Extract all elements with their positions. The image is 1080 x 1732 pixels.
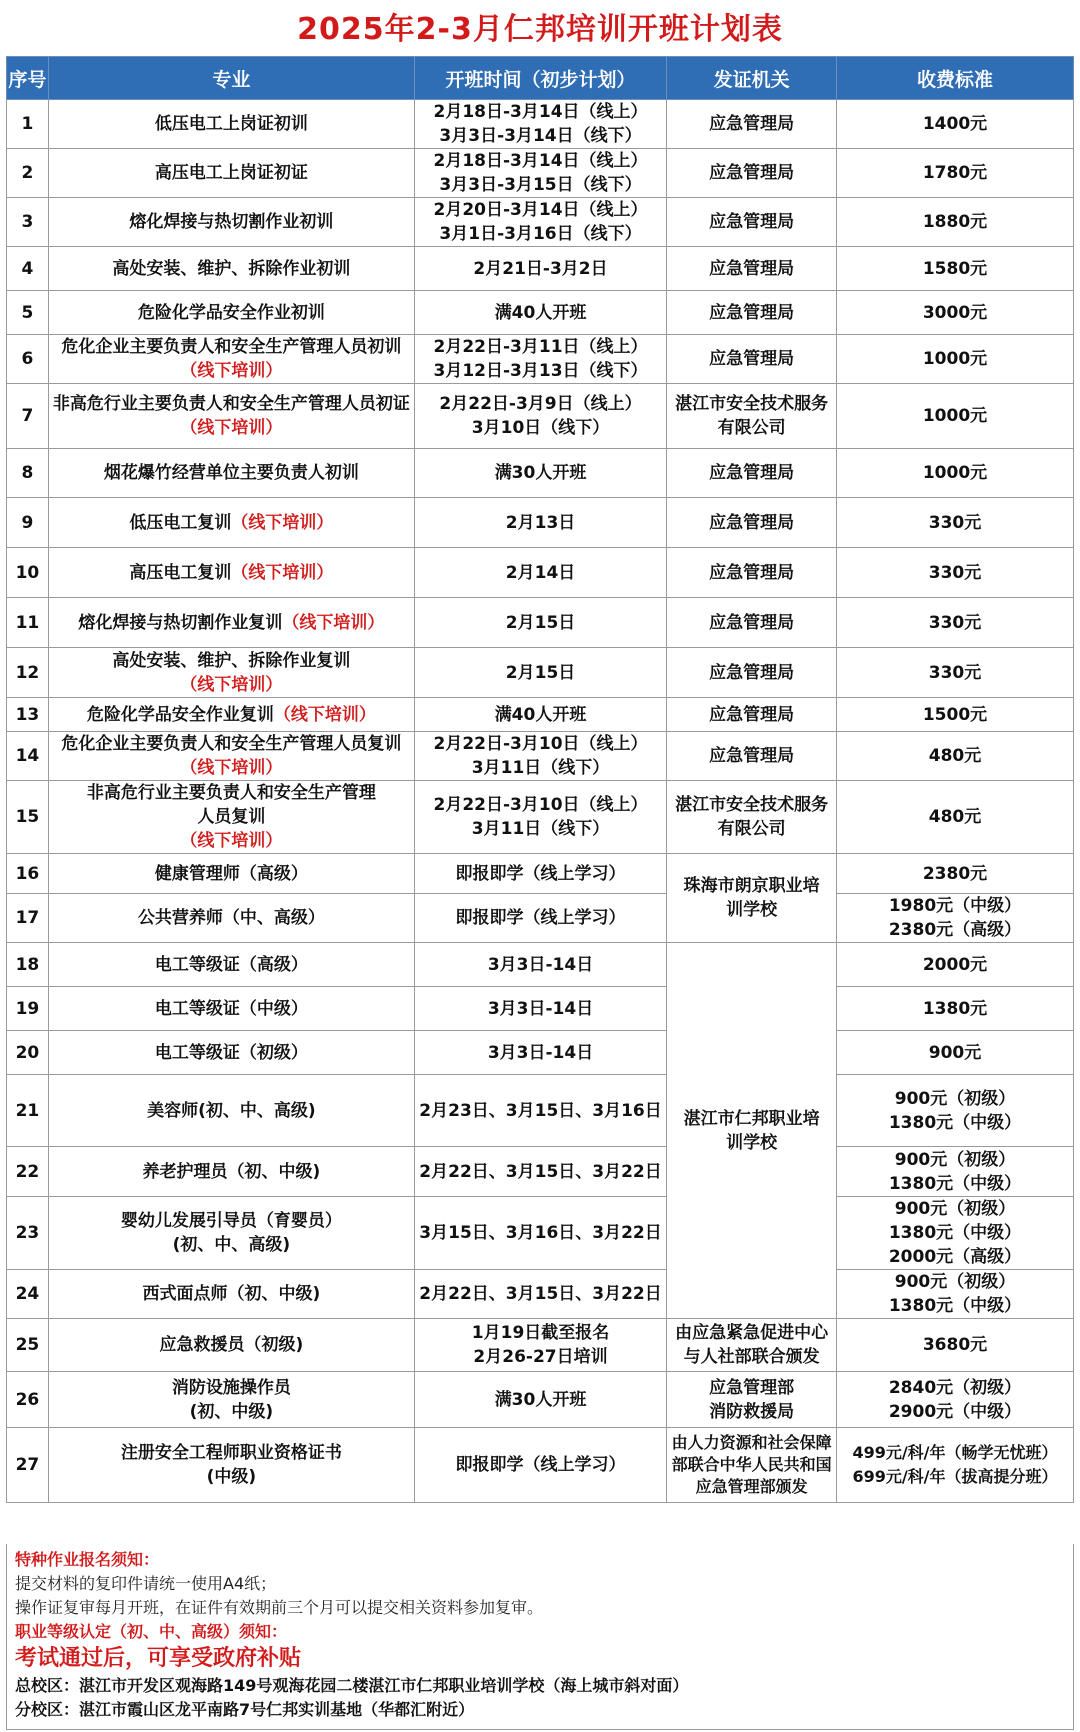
row-no: 11 [7,598,49,648]
row-major: 美容师(初、中、高级) [48,1075,414,1147]
fee-line: 2840元（初级） [888,1377,1022,1398]
row-authority: 应急管理局 [667,149,837,198]
notes-section [6,1544,1074,1730]
row-time: 即报即学（线上学习） [414,854,666,894]
row-no: 5 [7,291,49,335]
time-line: 3月3日-3月15日（线下） [439,175,642,195]
row-fee: 1380元 [836,987,1073,1031]
major-line: 危化企业主要负责人和安全生产管理人员复训 [61,734,402,754]
time-line: 2月22日-3月11日（线上） [433,337,648,357]
row-authority: 应急管理局 [667,548,837,598]
major-line: (中级) [206,1467,257,1487]
row-time: 2月22日、3月15日、3月22日 [414,1270,666,1319]
row-time: 2月15日 [414,648,666,698]
row-time: 2月22日、3月15日、3月22日 [414,1147,666,1197]
time-line: 2月18日-3月14日（线上） [433,102,648,122]
major-text: 熔化焊接与热切割作业复训 [78,612,283,633]
row-fee: 3680元 [836,1319,1073,1372]
offline-tag: （线下培训） [180,831,283,851]
row-fee [836,1270,1073,1319]
row-no: 12 [7,648,49,698]
offline-tag: （线下培训） [231,562,334,583]
table-row [7,1319,1074,1372]
offline-tag: （线下培训） [273,704,376,725]
row-no: 22 [7,1147,49,1197]
row-time [414,1319,666,1372]
row-authority: 由应急紧急促进中心与人社部联合颁发 [667,1319,837,1372]
row-major [48,548,414,598]
major-line: (初、中级) [189,1401,274,1422]
row-major: 电工等级证（中级） [48,987,414,1031]
fee-line: 1380元（中级） [888,1173,1022,1194]
row-major: 烟花爆竹经营单位主要负责人初训 [48,449,414,498]
row-time: 2月21日-3月2日 [414,247,666,291]
row-authority: 应急管理局 [667,247,837,291]
page-title: 2025年2-3月仁邦培训开班计划表 [297,12,783,47]
row-authority: 由人力资源和社会保障部联合中华人民共和国应急管理部颁发 [667,1428,837,1503]
row-authority: 珠海市朗京职业培训学校 [667,854,837,943]
row-authority: 应急管理局 [667,498,837,548]
row-fee: 1000元 [836,449,1073,498]
row-fee: 1880元 [836,198,1073,247]
fee-line: 900元（初级） [894,1199,1016,1219]
row-time: 满40人开班 [414,698,666,732]
row-no: 18 [7,943,49,987]
row-authority: 应急管理局 [667,291,837,335]
row-fee: 2380元 [836,854,1073,894]
header-row [7,57,1074,100]
row-major [48,384,414,449]
time-line: 2月22日-3月9日（线上） [439,394,642,414]
row-major: 西式面点师（初、中级) [48,1270,414,1319]
row-major [48,781,414,854]
table-row [7,335,1074,384]
row-no: 9 [7,498,49,548]
row-major: 熔化焊接与热切割作业初训 [48,198,414,247]
major-text: 高压电工复训 [129,562,232,583]
row-major [48,1372,414,1428]
row-fee: 1780元 [836,149,1073,198]
row-fee: 1500元 [836,698,1073,732]
row-major: 健康管理师（高级） [48,854,414,894]
row-no: 4 [7,247,49,291]
main-campus-address: 总校区：湛江市开发区观海路149号观海花园二楼湛江市仁邦职业培训学校（海上城市斜对面） [15,1676,689,1695]
col-header-major: 专业 [48,57,414,100]
row-no: 17 [7,894,49,943]
row-time [414,198,666,247]
row-no: 14 [7,732,49,781]
row-time: 3月3日-14日 [414,1031,666,1075]
row-no: 19 [7,987,49,1031]
fee-line: 699元/科/年（拔高提分班） [852,1467,1058,1486]
time-line: 2月22日-3月10日（线上） [433,734,648,754]
fee-line: 1980元（中级） [888,896,1022,916]
fee-line: 900元（初级） [894,1272,1016,1292]
row-major: 电工等级证（初级） [48,1031,414,1075]
row-no: 6 [7,335,49,384]
row-no: 1 [7,100,49,149]
row-no: 26 [7,1372,49,1428]
major-line: 非高危行业主要负责人和安全生产管理人员复训 [86,783,376,827]
table-row [7,698,1074,732]
row-major: 应急救援员（初级) [48,1319,414,1372]
col-header-no: 序号 [7,57,49,100]
row-major [48,498,414,548]
row-authority: 应急管理局 [667,449,837,498]
row-major [48,698,414,732]
offline-tag: （线下培训） [180,674,283,695]
major-line: 婴幼儿发展引导员（育婴员） [120,1211,342,1231]
major-text: 低压电工复训 [129,512,232,533]
table-row [7,781,1074,854]
time-line: 3月11日（线下） [471,758,610,778]
table-row [7,732,1074,781]
time-line: 2月18日-3月14日（线上） [433,151,648,171]
authority-line: 应急管理部 [709,1377,795,1398]
row-major [48,1197,414,1270]
branch-campus-address: 分校区：湛江市霞山区龙平南路7号仁邦实训基地（华都汇附近） [15,1700,475,1719]
training-plan-table [6,56,1074,1503]
row-no: 25 [7,1319,49,1372]
row-authority: 应急管理局 [667,335,837,384]
major-text: 危险化学品安全作业复训 [86,704,274,725]
table-row [7,943,1074,987]
row-no: 8 [7,449,49,498]
table-row [7,548,1074,598]
row-major: 低压电工上岗证初训 [48,100,414,149]
row-major: 公共营养师（中、高级） [48,894,414,943]
authority-line: 消防救援局 [709,1401,795,1422]
table-row [7,1075,1074,1147]
row-fee: 330元 [836,598,1073,648]
row-no: 13 [7,698,49,732]
offline-tag: （线下培训） [180,758,283,778]
row-fee [836,1372,1073,1428]
table-row [7,149,1074,198]
time-line: 2月22日-3月10日（线上） [433,795,648,815]
row-fee [836,1428,1073,1503]
row-time: 满30人开班 [414,1372,666,1428]
col-header-time: 开班时间（初步计划） [414,57,666,100]
special-ops-note-1: 提交材料的复印件请统一使用A4纸； [15,1574,277,1593]
row-major: 电工等级证（高级） [48,943,414,987]
row-time: 即报即学（线上学习） [414,894,666,943]
table-row [7,894,1074,943]
row-fee: 2000元 [836,943,1073,987]
row-fee [836,1147,1073,1197]
fee-line: 499元/科/年（畅学无忧班） [852,1443,1058,1462]
table-row [7,1372,1074,1428]
subsidy-note: 考试通过后，可享受政府补贴 [15,1646,302,1671]
fee-line: 2380元（高级） [888,920,1022,940]
level-cert-heading: 职业等级认定（初、中、高级）须知： [15,1622,288,1641]
row-no: 23 [7,1197,49,1270]
row-time: 3月3日-14日 [414,987,666,1031]
row-time [414,149,666,198]
time-line: 3月11日（线下） [471,819,610,839]
row-fee: 330元 [836,498,1073,548]
table-row [7,198,1074,247]
offline-tag: （线下培训） [231,512,334,533]
row-fee: 330元 [836,548,1073,598]
row-fee: 480元 [836,781,1073,854]
row-authority: 应急管理局 [667,698,837,732]
row-no: 15 [7,781,49,854]
major-line: 消防设施操作员 [171,1377,291,1398]
row-fee: 1000元 [836,335,1073,384]
special-ops-heading: 特种作业报名须知： [15,1550,160,1569]
row-authority: 应急管理局 [667,648,837,698]
table-row [7,247,1074,291]
table-row [7,987,1074,1031]
time-line: 2月26-27日培训 [473,1347,608,1367]
table-row [7,1147,1074,1197]
table-row [7,854,1074,894]
major-line: (初、中、高级) [172,1235,291,1255]
row-authority [667,1372,837,1428]
table-row [7,1428,1074,1503]
table-row [7,291,1074,335]
table-row [7,1270,1074,1319]
row-fee [836,894,1073,943]
table-row [7,648,1074,698]
row-time: 3月3日-14日 [414,943,666,987]
major-line: 非高危行业主要负责人和安全生产管理人员初证 [52,394,410,414]
fee-line: 900元（初级） [894,1088,1016,1109]
row-time: 即报即学（线上学习） [414,1428,666,1503]
table-row [7,1197,1074,1270]
row-major [48,732,414,781]
row-fee: 1400元 [836,100,1073,149]
row-no: 2 [7,149,49,198]
row-authority: 应急管理局 [667,198,837,247]
row-authority: 湛江市安全技术服务有限公司 [667,781,837,854]
row-time [414,781,666,854]
time-line: 1月19日截至报名 [471,1323,610,1343]
row-authority: 应急管理局 [667,598,837,648]
row-major: 危险化学品安全作业初训 [48,291,414,335]
row-time: 2月15日 [414,598,666,648]
row-no: 10 [7,548,49,598]
col-header-authority: 发证机关 [667,57,837,100]
table-row [7,1031,1074,1075]
row-time: 3月15日、3月16日、3月22日 [414,1197,666,1270]
time-line: 3月1日-3月16日（线下） [439,224,642,244]
offline-tag: （线下培训） [180,418,283,438]
row-time [414,100,666,149]
row-authority: 应急管理局 [667,100,837,149]
time-line: 2月20日-3月14日（线上） [433,200,648,220]
time-line: 3月3日-3月14日（线下） [439,126,642,146]
row-major: 养老护理员（初、中级) [48,1147,414,1197]
row-time: 2月14日 [414,548,666,598]
row-fee [836,1197,1073,1270]
row-authority: 应急管理局 [667,732,837,781]
fee-line: 1380元（中级） [888,1112,1022,1133]
row-fee: 330元 [836,648,1073,698]
row-fee: 1000元 [836,384,1073,449]
row-fee: 1580元 [836,247,1073,291]
row-time: 满30人开班 [414,449,666,498]
row-fee: 900元 [836,1031,1073,1075]
major-line: 危化企业主要负责人和安全生产管理人员初训 [61,337,402,357]
offline-tag: （线下培训） [180,361,283,381]
row-major [48,335,414,384]
fee-line: 1380元（中级） [888,1296,1022,1316]
table-row [7,598,1074,648]
row-time [414,732,666,781]
row-major [48,598,414,648]
row-no: 20 [7,1031,49,1075]
row-no: 21 [7,1075,49,1147]
row-major [48,1428,414,1503]
row-fee: 480元 [836,732,1073,781]
row-authority: 湛江市安全技术服务有限公司 [667,384,837,449]
offline-tag: （线下培训） [282,612,385,633]
fee-line: 1380元（中级） [888,1223,1022,1243]
major-line: 注册安全工程师职业资格证书 [120,1443,342,1463]
row-time: 2月13日 [414,498,666,548]
table-row [7,498,1074,548]
row-major: 高处安装、维护、拆除作业初训 [48,247,414,291]
row-time: 满40人开班 [414,291,666,335]
row-time [414,335,666,384]
table-row [7,100,1074,149]
row-no: 24 [7,1270,49,1319]
row-time [414,384,666,449]
row-no: 27 [7,1428,49,1503]
special-ops-note-2: 操作证复审每月开班，在证件有效期前三个月可以提交相关资料参加复审。 [15,1598,544,1617]
row-fee [836,1075,1073,1147]
time-line: 3月10日（线下） [471,418,610,438]
table-row [7,384,1074,449]
major-line: 高处安装、维护、拆除作业复训 [112,650,351,671]
table-row [7,449,1074,498]
row-fee: 3000元 [836,291,1073,335]
fee-line: 2000元（高级） [888,1247,1022,1267]
col-header-fee: 收费标准 [836,57,1073,100]
row-no: 16 [7,854,49,894]
time-line: 3月12日-3月13日（线下） [433,361,648,381]
row-major [48,648,414,698]
row-authority: 湛江市仁邦职业培训学校 [667,943,837,1319]
row-no: 3 [7,198,49,247]
row-major: 高压电工上岗证初证 [48,149,414,198]
row-no: 7 [7,384,49,449]
row-time: 2月23日、3月15日、3月16日 [414,1075,666,1147]
fee-line: 2900元（中级） [888,1401,1022,1422]
fee-line: 900元（初级） [894,1149,1016,1170]
